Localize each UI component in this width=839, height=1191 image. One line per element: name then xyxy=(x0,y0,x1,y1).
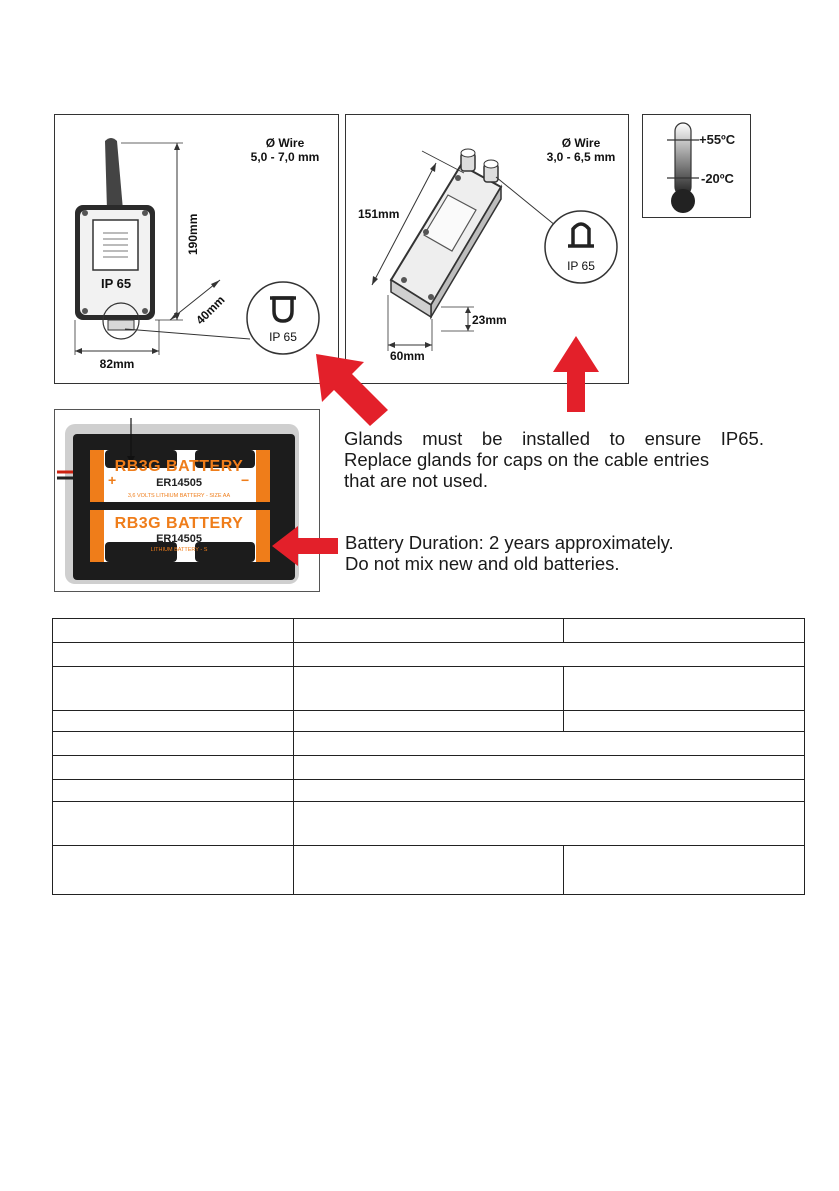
wire-range-label-right: Ø Wire 3,0 - 6,5 mm xyxy=(546,136,616,164)
arrow-icon xyxy=(308,350,398,430)
battery-bottom-spec: LITHIUM BATTERY - S xyxy=(150,547,208,553)
table-row xyxy=(53,711,805,732)
table-row xyxy=(53,756,805,780)
battery-top-brand: RB3G BATTERY xyxy=(114,458,244,475)
max-temperature-label: +55ºC xyxy=(699,132,736,147)
width-dimension-label: 82mm xyxy=(99,357,135,371)
table-row xyxy=(53,667,805,711)
table-row xyxy=(53,619,805,643)
temperature-panel xyxy=(642,114,751,218)
table-row xyxy=(53,846,805,895)
depth-dimension-label: 23mm xyxy=(472,313,507,327)
thermometer-icon xyxy=(643,115,752,219)
battery-bottom-brand: RB3G BATTERY xyxy=(114,515,244,532)
battery-note: Battery Duration: 2 years approximately. Do not mix new and old batteries. xyxy=(345,532,674,574)
length-dimension-label: 151mm xyxy=(358,207,400,221)
table-row xyxy=(53,780,805,802)
battery-bottom-model: ER14505 xyxy=(156,533,202,545)
device-ip-label: IP 65 xyxy=(101,276,132,291)
arrow-icon xyxy=(551,334,601,414)
cap-ip-label-right: IP 65 xyxy=(567,259,595,273)
table-row xyxy=(53,732,805,756)
diagonal-dimension-label: 40mm xyxy=(193,292,228,328)
receiver-diagram-panel xyxy=(54,114,339,384)
table-row xyxy=(53,643,805,667)
battery-top-spec: 3,6 VOLTS LITHIUM BATTERY - SIZE AA xyxy=(127,493,231,499)
arrow-icon xyxy=(270,524,340,568)
cap-ip-label-left: IP 65 xyxy=(269,330,297,344)
table-row xyxy=(53,802,805,846)
battery-top-plus: + xyxy=(108,472,117,488)
height-dimension-label: 190mm xyxy=(186,213,200,255)
specifications-table xyxy=(52,618,805,895)
width-dimension-label-right: 60mm xyxy=(390,349,425,363)
battery-top-minus: − xyxy=(241,472,250,488)
glands-note: Glands must be installed to ensure IP65. Replace glands for caps on the cable entries that are not used. xyxy=(344,428,764,491)
wire-range-label-left: Ø Wire 5,0 - 7,0 mm xyxy=(250,136,320,164)
min-temperature-label: -20ºC xyxy=(701,171,734,186)
battery-top-model: ER14505 xyxy=(156,477,202,489)
